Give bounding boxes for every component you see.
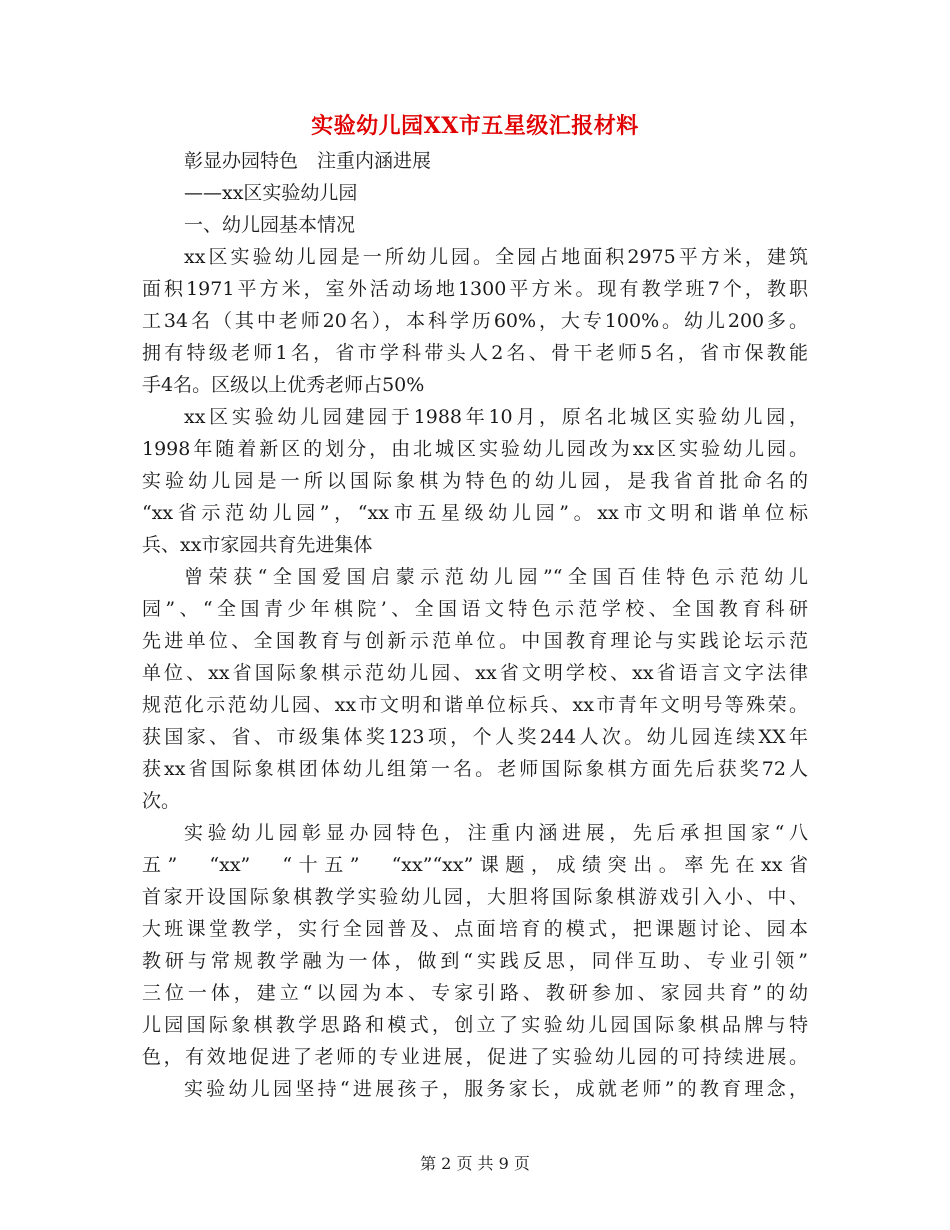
body-line: 三位一体，建立“以园为本、专家引路、教研参加、家园共育”的幼 [142, 982, 808, 1004]
body-line: 曾荣获“全国爱国启蒙示范幼儿园”“全国百佳特色示范幼儿 [184, 566, 808, 588]
body-line: xx区实验幼儿园建园于1988年10月，原名北城区实验幼儿园， [184, 406, 808, 428]
body-line: 获xx省国际象棋团体幼儿组第一名。老师国际象棋方面先后获奖72人 [142, 758, 808, 780]
body-line: 1998年随着新区的划分，由北城区实验幼儿园改为xx区实验幼儿园。 [142, 438, 808, 460]
body-line: 手4名。区级以上优秀老师占50% [142, 374, 425, 396]
body-line: xx区实验幼儿园是一所幼儿园。全园占地面积2975平方米，建筑 [184, 246, 808, 268]
body-line: 工34名（其中老师20名），本科学历60%，大专100%。幼儿200多。 [142, 310, 808, 332]
body-line: 儿园国际象棋教学思路和模式，创立了实验幼儿园国际象棋品牌与特 [142, 1014, 808, 1036]
body-line: 教研与常规教学融为一体，做到“实践反思，同伴互助、专业引领” [142, 950, 808, 972]
body-line: ——xx区实验幼儿园 [184, 182, 358, 204]
body-line: 兵、xx市家园共育先进集体 [142, 534, 373, 556]
body-line: “xx省示范幼儿园”，“xx市五星级幼儿园”。xx市文明和谐单位标 [142, 502, 808, 524]
body-line: 首家开设国际象棋教学实验幼儿园，大胆将国际象棋游戏引入小、中、 [142, 886, 808, 908]
body-line: 一、幼儿园基本情况 [184, 214, 356, 236]
body-line: 规范化示范幼儿园、xx市文明和谐单位标兵、xx市青年文明号等殊荣。 [142, 694, 808, 716]
body-line: 单位、xx省国际象棋示范幼儿园、xx省文明学校、xx省语言文字法律 [142, 662, 808, 684]
body-line: 实验幼儿园坚持“进展孩子，服务家长，成就老师”的教育理念， [184, 1078, 808, 1100]
body-line: 色，有效地促进了老师的专业进展，促进了实验幼儿园的可持续进展。 [142, 1046, 808, 1068]
body-line: 园”、“全国青少年棋院’、全国语文特色示范学校、全国教育科研 [142, 598, 808, 620]
page-footer: 第 2 页 共 9 页 [420, 1154, 530, 1173]
body-line: 大班课堂教学，实行全园普及、点面培育的模式，把课题讨论、园本 [142, 918, 808, 940]
body-line: 面积1971平方米，室外活动场地1300平方米。现有教学班7个，教职 [142, 278, 808, 300]
document-body [142, 145, 808, 1105]
body-line: 实验幼儿园彰显办园特色，注重内涵进展，先后承担国家“八 [184, 822, 808, 844]
body-line: 五” “xx” “十五” “xx”“xx”课题，成绩突出。率先在xx省 [142, 854, 808, 876]
body-line: 先进单位、全国教育与创新示范单位。中国教育理论与实践论坛示范 [142, 630, 808, 652]
body-line: 实验幼儿园是一所以国际象棋为特色的幼儿园，是我省首批命名的 [142, 470, 808, 492]
body-line: 拥有特级老师1名，省市学科带头人2名、骨干老师5名，省市保教能 [142, 342, 808, 364]
document-title: 实验幼儿园XX市五星级汇报材料 [311, 113, 639, 139]
body-line: 获国家、省、市级集体奖123项，个人奖244人次。幼儿园连续XX年 [142, 726, 808, 748]
body-line: 次。 [142, 790, 181, 812]
body-line: 彰显办园特色 注重内涵进展 [184, 150, 432, 172]
